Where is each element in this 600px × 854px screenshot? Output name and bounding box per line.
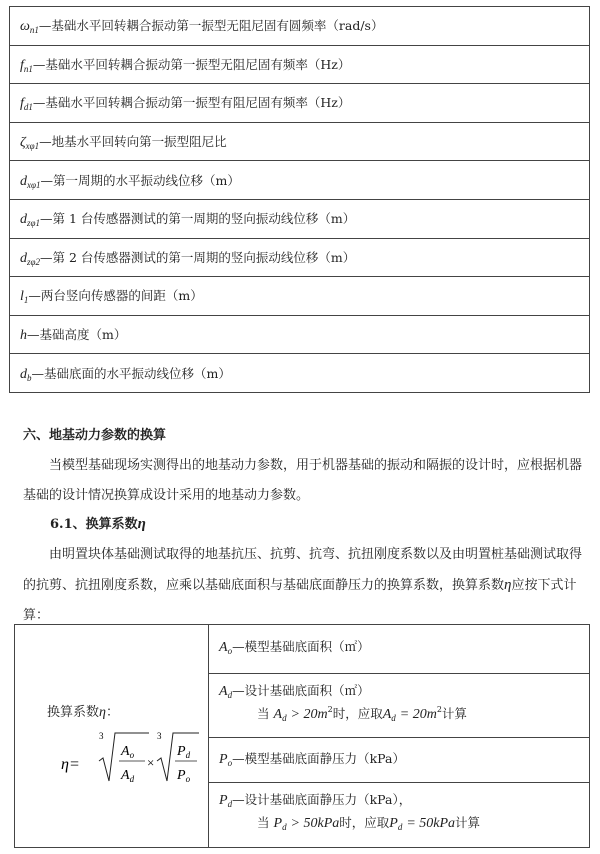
definition-text: —基础水平回转耦合振动第一振型有阻尼固有频率（Hz） [32,95,351,111]
row-divider [209,782,589,783]
condition-line [219,704,589,723]
cond-op: > 20m [290,707,328,722]
definition-text: —基础水平回转耦合振动第一振型无阻尼固有圆频率（rad/s） [38,18,384,34]
definition-cell [10,199,590,238]
definition-symbol: ζ [20,135,26,151]
definition-symbol: d [20,366,27,382]
definition-text: —两台竖向传感器的间距（m） [28,288,203,304]
formula-lhs: η= [61,756,80,773]
definition-text: —地基水平回转向第一振型阻尼比 [39,134,227,150]
definition-text: —第一周期的水平振动线位移（m） [40,172,240,188]
formula-symbol: A [219,640,228,655]
definition-subscript: b [27,372,32,383]
cond-subscript: d [282,713,287,723]
formula-def-text: —模型基础底面积（㎡） [232,639,370,654]
definition-row [10,45,590,84]
label-eta: η [99,705,106,720]
paragraph-2-tail: 应按下式计算： [23,578,577,623]
fraction1-denominator: $A_d$ [121,768,135,784]
definition-cell [10,161,590,200]
formula-box-left [15,625,209,847]
cond-post: 计算 [441,706,467,721]
formula-subscript: d [227,690,233,700]
formula-symbol: P [219,793,228,808]
definition-symbol: h [20,328,27,344]
definition-text: —基础水平回转耦合振动第一振型无阻尼固有频率（Hz） [32,56,351,72]
definition-subscript: n1 [29,25,39,36]
cond-sup: 2 [327,705,333,714]
cond-symbol-2: P [389,816,398,831]
definition-subscript: 1 [23,295,29,306]
cond-post: 计算 [455,815,481,830]
eta-formula [39,711,209,791]
times-sign: × [147,755,155,770]
definition-text: —基础高度（m） [27,327,127,343]
definition-row [10,84,590,123]
definition-subscript: zφ2 [27,256,40,267]
cond-mid: 时，应取 [332,706,383,721]
subsection-title [50,513,146,533]
definition-text: —第 1 台传感器测试的第一周期的竖向振动线位移（m） [39,211,356,227]
definition-cell [10,238,590,277]
definition-symbol: d [20,173,27,189]
fraction2-denominator: $P_o$ [177,768,191,784]
definition-row [10,315,590,354]
formula-def-text: —设计基础底面静压力（kPa）， [232,792,412,807]
definition-row [10,161,590,200]
definition-subscript: zφ1 [27,218,40,229]
formula-definition [209,737,589,782]
eta-symbol-inline: η [504,577,512,593]
condition-line [219,813,589,832]
cond-subscript-2: d [391,713,396,723]
definition-cell [10,354,590,393]
paragraph-2 [23,540,583,631]
root-index-2: 3 [157,731,162,741]
definition-subscript: xφ1 [25,141,40,152]
row-divider [209,737,589,738]
definition-row [10,122,590,161]
definition-symbol: f [20,57,24,73]
eta-symbol: η [137,516,146,532]
cond-op-2: = 50kPa [406,816,456,831]
cond-op: > 50kPa [290,816,340,831]
cond-sup-2: 2 [436,705,442,714]
fraction2-numerator: $P_d$ [177,744,191,760]
definition-symbol: ω [20,19,30,35]
section-title: 六、地基动力参数的换算 [23,428,167,443]
formula-subscript: o [227,646,233,656]
definition-subscript: xφ1 [27,179,41,190]
formula-def-text: —设计基础底面积（㎡） [232,683,370,698]
definition-text: —基础底面的水平振动线位移（m） [31,365,231,381]
definition-subscript: n1 [23,63,33,74]
definition-symbol: d [20,250,27,266]
cond-mid: 时，应取 [339,815,390,830]
label-text: 换算系数 [47,705,100,720]
definition-subscript: d1 [23,102,33,113]
formula-box-right [209,625,589,847]
formula-subscript: d [227,799,233,809]
cond-symbol-2: A [382,707,392,722]
paragraph-1: 当模型基础现场实测得出的地基动力参数，用于机器基础的振动和隔振的设计时，应根据机器基础的设计情况换算成设计采用的地基动力参数。 [23,458,583,503]
root-index-1: 3 [99,731,104,741]
definition-row [10,7,590,46]
definitions-table [9,6,590,393]
formula-symbol: A [219,684,228,699]
formula-definition [209,625,589,673]
definition-cell [10,84,590,123]
cond-pre: 当 [257,706,270,721]
subsection-title-text: 6.1、换算系数 [50,517,138,532]
formula-symbol: P [219,752,228,767]
definition-cell [10,7,590,46]
formula-box [14,624,590,848]
definition-symbol: l [20,289,24,305]
paragraph-2-text: 由明置块体基础测试取得的地基抗压、抗剪、抗弯、抗扭刚度系数以及由明置桩基础测试取得的抗剪、抗扭刚度系数，应乘以基础底面积与基础底面静压力的换算系数，换算系数 [23,547,583,593]
definition-row [10,238,590,277]
definition-cell [10,122,590,161]
definition-row [10,354,590,393]
cond-symbol: P [273,816,283,831]
cond-op-2: = 20m [399,707,437,722]
cond-pre: 当 [257,815,270,830]
definition-row [10,199,590,238]
definition-text: —第 2 台传感器测试的第一周期的竖向振动线位移（m） [39,249,356,265]
definition-symbol: d [20,212,27,228]
cond-symbol: A [273,707,283,722]
formula-definition [209,673,589,737]
label-colon: ： [105,705,119,720]
cond-subscript: d [282,822,287,832]
cond-subscript-2: d [397,822,403,832]
row-divider [209,673,589,674]
definition-cell [10,315,590,354]
formula-definition [209,782,589,847]
formula-def-text: —模型基础底面静压力（kPa） [232,751,405,766]
formula-subscript: o [227,758,233,768]
fraction1-numerator: $A_o$ [121,744,135,760]
definition-row [10,277,590,316]
definition-cell [10,277,590,316]
definition-cell [10,45,590,84]
definition-symbol: f [20,96,24,112]
